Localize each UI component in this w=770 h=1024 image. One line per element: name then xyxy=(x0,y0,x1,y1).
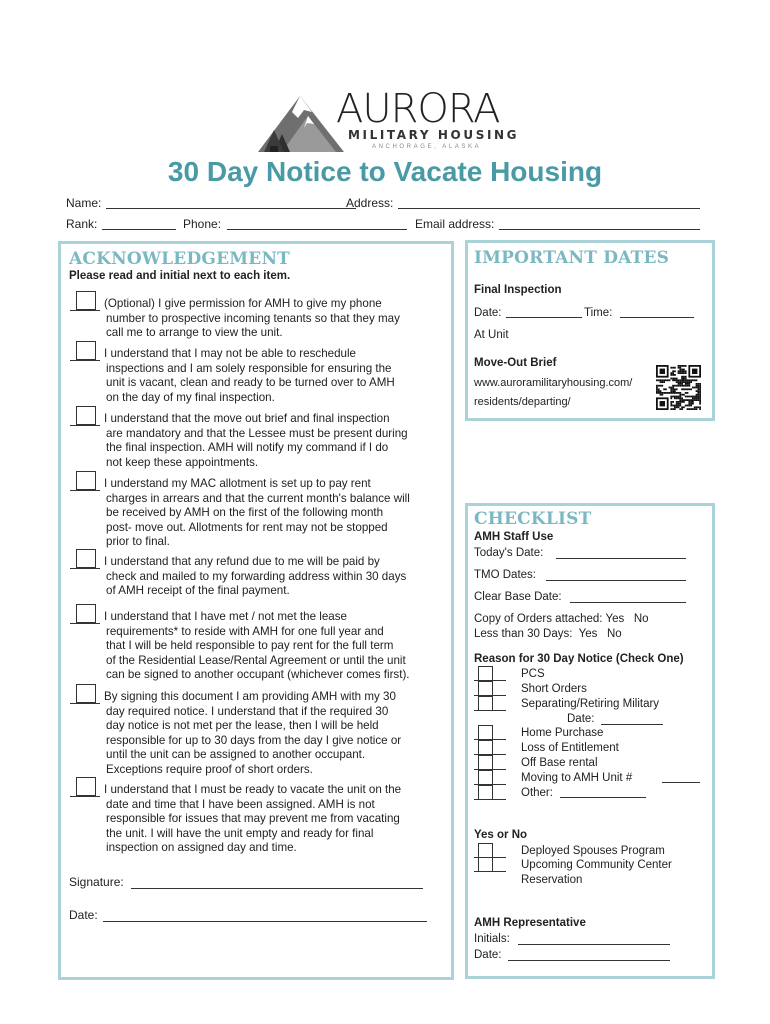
initial-line xyxy=(70,310,100,311)
final-inspection-label: Final Inspection xyxy=(474,284,562,296)
less-than-30-text: Less than 30 Days: Yes No xyxy=(474,628,622,640)
reason-heading: Reason for 30 Day Notice (Check One) xyxy=(474,653,684,665)
ack-item-line: I understand that the move out brief and final inspection xyxy=(104,412,390,425)
clear-base-field[interactable] xyxy=(474,590,686,606)
tmo-dates-label: TMO Dates: xyxy=(474,569,536,581)
logo-subtitle: MILITARY HOUSING xyxy=(348,128,520,142)
ack-item-line: call me to arrange to view the unit. xyxy=(106,326,283,340)
ack-date-label: Date: xyxy=(69,908,98,922)
reason-checkbox[interactable] xyxy=(478,666,493,681)
reason-label: PCS xyxy=(521,668,545,680)
yes-no-label: Reservation xyxy=(521,874,583,886)
initial-box[interactable] xyxy=(76,341,96,360)
initial-box[interactable] xyxy=(76,291,96,310)
ack-item-line: I understand that any refund due to me will be paid by xyxy=(104,555,380,568)
phone-label: Phone: xyxy=(183,217,222,231)
ack-item-line: unit is vacant, clean and ready to be turned over to AMH xyxy=(106,376,395,390)
ack-item-line: the unit. I will have the unit empty and ready for final xyxy=(106,826,374,840)
rep-date-label: Date: xyxy=(474,949,502,961)
initial-line xyxy=(70,425,100,426)
ack-item-text xyxy=(104,347,444,405)
checklist-heading: CHECKLIST xyxy=(474,509,592,529)
ack-item-line: on the day of my final inspection. xyxy=(106,390,275,404)
ack-item-line: of AMH receipt of the final payment. xyxy=(106,584,290,598)
signature-field[interactable] xyxy=(69,875,423,891)
reason-label: Home Purchase xyxy=(521,727,604,739)
ack-item-line: that I will be held responsible to pay rent for the full term xyxy=(106,639,394,653)
ack-item-line: date and time that I have been assigned. AMH is not xyxy=(106,797,375,811)
ack-instruction: Please read and initial next to each item. xyxy=(69,270,291,282)
inspection-time-field[interactable] xyxy=(584,306,694,322)
ack-item-line: inspections and I am solely responsible for ensuring the xyxy=(106,361,392,375)
inspection-date-line xyxy=(506,317,582,318)
ack-item-line: prior to final. xyxy=(106,535,170,549)
initial-box[interactable] xyxy=(76,684,96,703)
rep-initials-field[interactable] xyxy=(474,932,670,948)
reason-blank-line[interactable] xyxy=(662,782,700,783)
ack-item-line: Exceptions require proof of short orders. xyxy=(106,762,313,776)
rank-line xyxy=(102,229,176,230)
initial-line xyxy=(70,360,100,361)
inspection-date-label: Date: xyxy=(474,307,502,319)
tmo-dates-line xyxy=(546,580,686,581)
reason-checkbox[interactable] xyxy=(478,770,493,785)
address-line xyxy=(398,208,700,209)
ack-item-line: are mandatory and that the Lessee must be present during xyxy=(106,426,408,440)
separating-date-line xyxy=(601,724,663,725)
initial-line xyxy=(70,568,100,569)
reason-checkbox[interactable] xyxy=(478,740,493,755)
at-unit-text: At Unit xyxy=(474,329,509,341)
ack-item-line: not keep these appointments. xyxy=(106,455,259,469)
logo-brand: AURORA xyxy=(336,86,500,132)
ack-item-line: of the Residential Lease/Rental Agreement or until the unit xyxy=(106,653,406,667)
initial-box[interactable] xyxy=(76,604,96,623)
ack-item-line: number to prospective incoming tenants so that they may xyxy=(106,311,400,325)
initial-box[interactable] xyxy=(76,777,96,796)
rep-heading: AMH Representative xyxy=(474,917,586,929)
yes-no-checkbox[interactable] xyxy=(478,843,493,858)
initial-line xyxy=(70,796,100,797)
ack-item-line: I understand my MAC allotment is set up to pay rent xyxy=(104,477,371,490)
ack-item-line: I understand that I may not be able to reschedule xyxy=(104,347,357,360)
ack-item-line: until the unit can be assigned to another occupant. xyxy=(106,748,366,762)
reason-checkbox[interactable] xyxy=(478,725,493,740)
ack-item-line: I understand that I have met / not met the lease xyxy=(104,610,347,623)
inspection-time-label: Time: xyxy=(584,307,613,319)
ack-date-field[interactable] xyxy=(69,908,427,924)
clear-base-label: Clear Base Date: xyxy=(474,591,562,603)
ack-item-line: post- move out. Allotments for rent may not be stopped xyxy=(106,520,388,534)
inspection-time-line xyxy=(620,317,694,318)
reason-label: Other: xyxy=(521,787,553,799)
yes-no-heading: Yes or No xyxy=(474,829,528,841)
reason-underline xyxy=(474,710,506,711)
reason-label: Separating/Retiring Military xyxy=(521,698,660,710)
phone-line xyxy=(227,229,407,230)
name-field[interactable] xyxy=(66,196,356,212)
ack-item-line: can be signed to another occupant (whichever comes first). xyxy=(106,668,410,682)
ack-item-line: requirements* to reside with AMH for one full year and xyxy=(106,624,384,638)
name-line xyxy=(106,208,356,209)
initial-line xyxy=(70,490,100,491)
reason-checkbox[interactable] xyxy=(478,681,493,696)
yes-no-label: Deployed Spouses Program xyxy=(521,845,665,857)
phone-field[interactable] xyxy=(183,217,407,233)
logo xyxy=(252,86,522,156)
address-label: Address: xyxy=(346,196,394,210)
ack-item-line: (Optional) I give permission for AMH to give my phone xyxy=(104,297,382,310)
signature-label: Signature: xyxy=(69,875,124,889)
initial-box[interactable] xyxy=(76,549,96,568)
ack-item-text xyxy=(104,555,444,599)
move-out-link-2[interactable]: residents/departing/ xyxy=(474,396,571,408)
ack-heading: ACKNOWLEDGEMENT xyxy=(69,249,291,269)
ack-item-text xyxy=(104,610,444,683)
orders-attached-text: Copy of Orders attached: Yes No xyxy=(474,613,649,625)
ack-item-text xyxy=(104,783,444,856)
email-line xyxy=(499,229,700,230)
move-out-link-1[interactable]: www.auroramilitaryhousing.com/ xyxy=(474,377,633,389)
todays-date-label: Today's Date: xyxy=(474,547,544,559)
reason-label: Moving to AMH Unit # xyxy=(521,772,633,784)
initial-box[interactable] xyxy=(76,471,96,490)
clear-base-line xyxy=(570,602,686,603)
rep-date-field[interactable] xyxy=(474,948,670,964)
reason-blank-line[interactable] xyxy=(560,797,646,798)
reason-label: Short Orders xyxy=(521,683,587,695)
address-field[interactable] xyxy=(346,196,700,212)
todays-date-line xyxy=(556,558,686,559)
yes-no-checkbox[interactable] xyxy=(478,857,493,872)
ack-item-text xyxy=(104,690,444,778)
reason-label: Loss of Entitlement xyxy=(521,742,619,754)
separating-date-label: Date: xyxy=(567,713,595,725)
reason-checkbox[interactable] xyxy=(478,696,493,711)
ack-item-line: charges in arrears and that the current month's balance will xyxy=(106,491,410,505)
rank-field[interactable] xyxy=(66,217,176,233)
email-label: Email address: xyxy=(415,217,495,231)
signature-line xyxy=(131,888,423,889)
rep-initials-line xyxy=(518,944,670,945)
ack-item-line: inspection on assigned day and time. xyxy=(106,841,297,855)
rep-initials-label: Initials: xyxy=(474,933,510,945)
ack-item-line: I understand that I must be ready to vacate the unit on the xyxy=(104,783,402,796)
todays-date-field[interactable] xyxy=(474,546,686,562)
qr-code-icon[interactable] xyxy=(656,365,701,410)
ack-item-text xyxy=(104,297,444,341)
reason-checkbox[interactable] xyxy=(478,755,493,770)
logo-location: ANCHORAGE, ALASKA xyxy=(372,144,482,150)
move-out-brief-label: Move-Out Brief xyxy=(474,357,557,369)
dates-heading: IMPORTANT DATES xyxy=(474,248,670,268)
ack-item-text xyxy=(104,477,444,550)
ack-item-line: check and mailed to my forwarding address within 30 days xyxy=(106,569,407,583)
reason-underline xyxy=(474,799,506,800)
rep-date-line xyxy=(508,960,670,961)
inspection-date-field[interactable] xyxy=(474,306,582,322)
reason-label: Off Base rental xyxy=(521,757,598,769)
staff-use-label: AMH Staff Use xyxy=(474,531,554,543)
ack-item-line: responsible for issues that may prevent me from vacating xyxy=(106,812,400,826)
rank-label: Rank: xyxy=(66,217,98,231)
yes-no-underline xyxy=(474,871,506,872)
ack-item-text xyxy=(104,412,444,470)
ack-item-line: the final inspection. AMH will notify my command if I do xyxy=(106,441,389,455)
ack-item-line: day required notice. I understand that if the required 30 xyxy=(106,704,389,718)
ack-item-line: be received by AMH on the first of the following month xyxy=(106,506,384,520)
email-field[interactable] xyxy=(415,217,700,233)
initial-line xyxy=(70,623,100,624)
ack-date-line xyxy=(103,921,427,922)
tmo-dates-field[interactable] xyxy=(474,568,686,584)
name-label: Name: xyxy=(66,196,102,210)
ack-item-line: responsible for up to 30 days from the day I give notice or xyxy=(106,733,402,747)
initial-box[interactable] xyxy=(76,406,96,425)
reason-checkbox[interactable] xyxy=(478,785,493,800)
page-title: 30 Day Notice to Vacate Housing xyxy=(167,156,603,187)
ack-item-line: day notice is not met per the lease, then I will be held xyxy=(106,719,379,733)
initial-line xyxy=(70,703,100,704)
yes-no-label: Upcoming Community Center xyxy=(521,859,672,871)
ack-item-line: By signing this document I am providing AMH with my 30 xyxy=(104,690,396,703)
